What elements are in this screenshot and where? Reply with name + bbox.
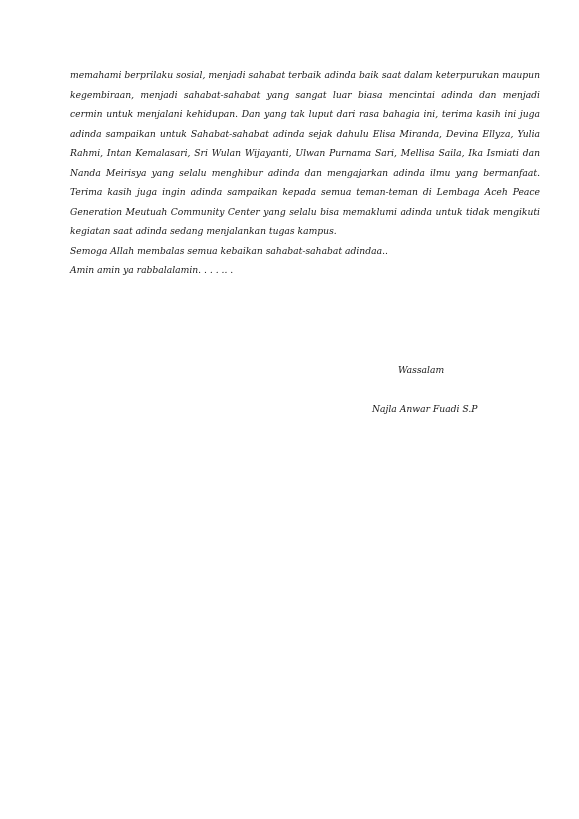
author-signature-name: Najla Anwar Fuadi S.P — [372, 404, 478, 415]
closing-salutation: Wassalam — [398, 365, 445, 376]
amin-line: Amin amin ya rabbalalamin. . . . .. . — [70, 265, 234, 276]
acknowledgement-paragraph: memahami berprilaku sosial, menjadi sahabat terbaik adinda baik saat dalam keterpurukan maupun kegembiraan, menjadi sahabat-sahabat yang sangat luar biasa mencintai adinda dan menjadi cermin untuk menjalani kehidupan. Dan yang tak luput dari rasa bahagia ini, terima kasih ini juga adinda sampaikan untuk Sahabat-sahabat adinda sejak dahulu Elisa Miranda, Devina Ellyza, Yulia Rahmi, Intan Kemalasari, Sri Wulan Wijayanti, Ulwan Purnama Sari, Mellisa Saila, Ika Ismiati dan Nanda Meirisya yang selalu menghibur adinda dan mengajarkan adinda ilmu yang bermanfaat. Terima kasih juga ingin adinda sampaikan kepada semua teman-teman di Lembaga Aceh Peace Generation Meutuah Community Center yang selalu bisa memaklumi adinda untuk tidak mengikuti kegiatan saat adinda sedang menjalankan tugas kampus. — [70, 70, 540, 237]
body-text — [70, 66, 540, 281]
prayer-line: Semoga Allah membalas semua kebaikan sahabat-sahabat adindaa.. — [70, 245, 388, 257]
